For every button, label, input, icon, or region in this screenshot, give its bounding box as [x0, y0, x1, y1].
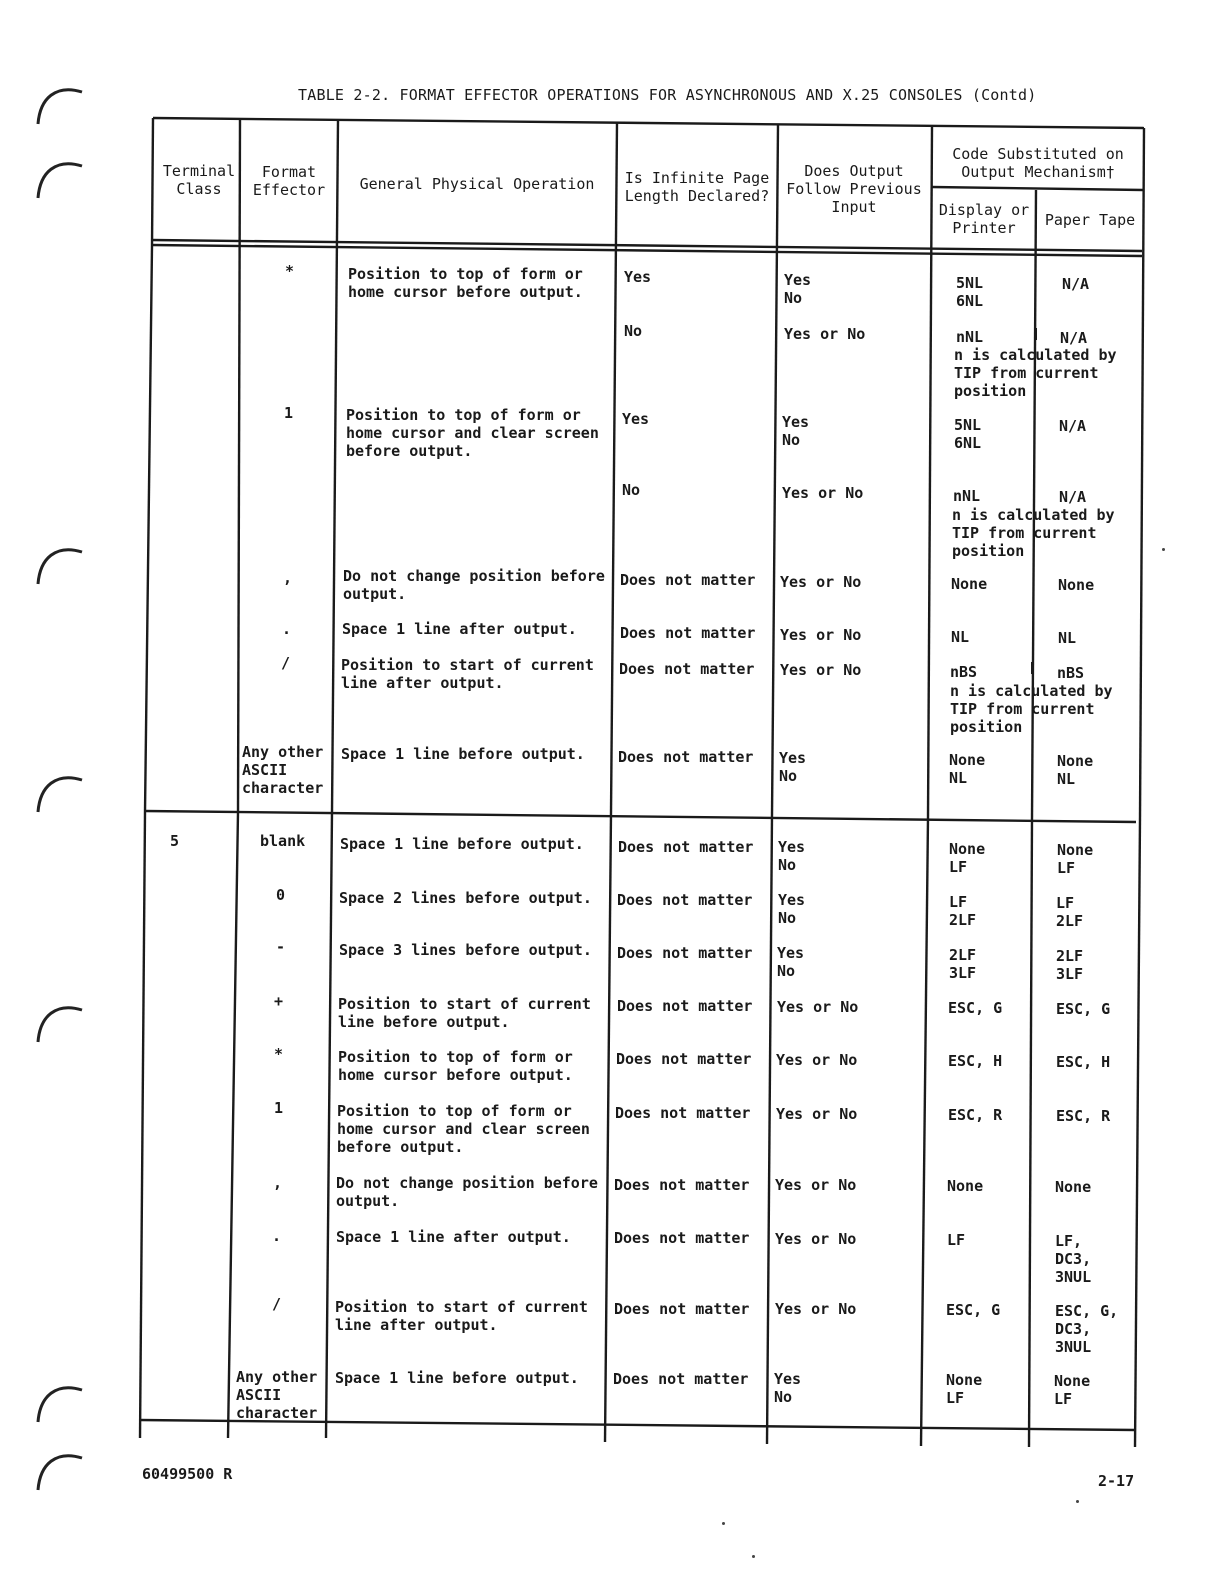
infinite-page-cell: Does not matter [617, 944, 753, 962]
terminal-class-cell: 5 [170, 832, 180, 850]
operation-cell: Space 1 line before output. [341, 745, 585, 763]
scan-speck [1162, 548, 1165, 551]
display-code-cell: None LF [946, 1371, 983, 1407]
format-effector-cell: * [274, 1045, 284, 1063]
format-effector-cell: 0 [276, 886, 286, 904]
header-display-or-printer: Display or Printer [938, 201, 1030, 237]
operation-cell: Do not change position before output. [343, 567, 605, 603]
display-code-cell: nNL [956, 328, 984, 346]
follow-input-cell: Yes No [774, 1370, 802, 1406]
operation-cell: Position to start of current line before output. [338, 995, 591, 1031]
infinite-page-cell: Does not matter [618, 838, 754, 856]
paper-tape-code-cell: None NL [1057, 752, 1094, 788]
document-number: 60499500 R [142, 1465, 233, 1483]
follow-input-cell: Yes or No [776, 1051, 858, 1069]
calculation-note: n is calculated by TIP from current position [954, 346, 1117, 400]
display-code-cell: 2LF 3LF [949, 946, 977, 982]
paper-tape-code-cell: N/A [1059, 417, 1087, 435]
paper-tape-code-cell: N/A [1060, 329, 1088, 347]
follow-input-cell: Yes or No [784, 325, 866, 343]
operation-cell: Position to start of current line after output. [341, 656, 594, 692]
scan-speck [1076, 1500, 1079, 1503]
infinite-page-cell: Does not matter [619, 660, 755, 678]
infinite-page-cell: Does not matter [614, 1229, 750, 1247]
paper-tape-code-cell: nBS [1057, 664, 1085, 682]
follow-input-cell: Yes or No [780, 626, 862, 644]
paper-tape-code-cell: None LF [1057, 841, 1094, 877]
format-effector-cell: . [272, 1227, 282, 1245]
infinite-page-cell: Does not matter [620, 624, 756, 642]
format-effector-cell: 1 [274, 1099, 284, 1117]
format-effector-cell: Any other ASCII character [242, 743, 324, 797]
paper-tape-code-cell: None [1055, 1178, 1092, 1196]
format-effector-cell: , [273, 1174, 283, 1192]
calculation-note: n is calculated by TIP from current position [952, 506, 1115, 560]
display-code-cell: 5NL 6NL [954, 416, 982, 452]
display-code-cell: None LF [949, 840, 986, 876]
display-code-cell: ESC, G [946, 1301, 1001, 1319]
display-code-cell: None [947, 1177, 984, 1195]
follow-input-cell: Yes or No [777, 998, 859, 1016]
infinite-page-cell: Does not matter [617, 891, 753, 909]
display-code-cell: LF [947, 1231, 966, 1249]
operation-cell: Position to top of form or home cursor before output. [348, 265, 583, 301]
paper-tape-code-cell: ESC, R [1056, 1107, 1111, 1125]
follow-input-cell: Yes No [777, 944, 805, 980]
operation-cell: Position to start of current line after output. [335, 1298, 588, 1334]
operation-cell: Space 1 line before output. [340, 835, 584, 853]
display-code-cell: nNL [953, 487, 981, 505]
operation-cell: Space 1 line before output. [335, 1369, 579, 1387]
paper-tape-code-cell: ESC, G [1056, 1000, 1111, 1018]
follow-input-cell: Yes or No [776, 1105, 858, 1123]
display-code-cell: None [951, 575, 988, 593]
header-general-physical-operation: General Physical Operation [359, 175, 595, 193]
page-number: 2-17 [1098, 1472, 1135, 1490]
paper-tape-code-cell: N/A [1062, 275, 1090, 293]
display-code-cell: ESC, H [948, 1052, 1003, 1070]
display-code-cell: LF 2LF [949, 893, 977, 929]
format-effector-cell: / [281, 654, 291, 672]
follow-input-cell: Yes No [782, 413, 810, 449]
paper-tape-code-cell: None [1058, 576, 1095, 594]
infinite-page-cell: Does not matter [614, 1300, 750, 1318]
operation-cell: Space 3 lines before output. [339, 941, 592, 959]
display-code-cell: None NL [949, 751, 986, 787]
display-code-cell: NL [951, 628, 970, 646]
follow-input-cell: Yes or No [775, 1230, 857, 1248]
paper-tape-code-cell: ESC, H [1056, 1053, 1111, 1071]
paper-tape-code-cell: LF 2LF [1056, 894, 1084, 930]
infinite-page-cell: Does not matter [618, 748, 754, 766]
follow-input-cell: Yes or No [780, 573, 862, 591]
operation-cell: Do not change position before output. [336, 1174, 598, 1210]
infinite-page-cell: Does not matter [620, 571, 756, 589]
follow-input-cell: Yes or No [775, 1300, 857, 1318]
scan-speck [752, 1555, 755, 1558]
follow-input-cell: Yes or No [775, 1176, 857, 1194]
operation-cell: Position to top of form or home cursor and clear screen before output. [346, 406, 599, 460]
follow-input-cell: Yes or No [782, 484, 864, 502]
header-does-output-follow: Does Output Follow Previous Input [786, 162, 922, 216]
display-code-cell: ESC, R [948, 1106, 1003, 1124]
operation-cell: Position to top of form or home cursor and clear screen before output. [337, 1102, 590, 1156]
follow-input-cell: Yes No [778, 891, 806, 927]
header-paper-tape: Paper Tape [1044, 211, 1136, 229]
table-title: TABLE 2-2. FORMAT EFFECTOR OPERATIONS FOR ASYNCHRONOUS AND X.25 CONSOLES (Contd) [298, 86, 1037, 104]
operation-cell: Position to top of form or home cursor before output. [338, 1048, 573, 1084]
follow-input-cell: Yes No [778, 838, 806, 874]
operation-cell: Space 1 line after output. [342, 620, 577, 638]
format-effector-cell: / [272, 1295, 282, 1313]
infinite-page-cell: Does not matter [615, 1104, 751, 1122]
infinite-page-cell: No [622, 481, 641, 499]
infinite-page-cell: Does not matter [613, 1370, 749, 1388]
calculation-note: n is calculated by TIP from current position [950, 682, 1113, 736]
infinite-page-cell: Yes [622, 410, 650, 428]
format-effector-cell: . [282, 620, 292, 638]
follow-input-cell: Yes or No [780, 661, 862, 679]
display-code-cell: nBS [950, 663, 978, 681]
follow-input-cell: Yes No [784, 271, 812, 307]
display-code-cell: 5NL 6NL [956, 274, 984, 310]
display-code-cell: ESC, G [948, 999, 1003, 1017]
format-effector-cell: blank [260, 832, 306, 850]
paper-tape-code-cell: None LF [1054, 1372, 1091, 1408]
format-effector-cell: Any other ASCII character [236, 1368, 318, 1422]
format-effector-cell: 1 [284, 404, 294, 422]
paper-tape-code-cell: ESC, G, DC3, 3NUL [1055, 1302, 1119, 1356]
paper-tape-code-cell: NL [1058, 629, 1077, 647]
format-effector-cell: , [283, 569, 293, 587]
operation-cell: Space 2 lines before output. [339, 889, 592, 907]
scan-speck [722, 1522, 725, 1525]
paper-tape-code-cell: 2LF 3LF [1056, 947, 1084, 983]
operation-cell: Space 1 line after output. [336, 1228, 571, 1246]
header-terminal-class: Terminal Class [162, 162, 236, 198]
format-effector-cell: * [285, 262, 295, 280]
infinite-page-cell: No [624, 322, 643, 340]
header-infinite-page: Is Infinite Page Length Declared? [624, 169, 770, 205]
infinite-page-cell: Does not matter [614, 1176, 750, 1194]
paper-tape-code-cell: LF, DC3, 3NUL [1055, 1232, 1092, 1286]
format-effector-cell: + [274, 992, 284, 1010]
follow-input-cell: Yes No [779, 749, 807, 785]
infinite-page-cell: Does not matter [616, 1050, 752, 1068]
infinite-page-cell: Yes [624, 268, 652, 286]
format-effector-cell: - [276, 938, 286, 956]
paper-tape-code-cell: N/A [1059, 488, 1087, 506]
header-format-effector: Format Effector [252, 163, 326, 199]
header-code-substituted: Code Substituted on Output Mechanism† [952, 145, 1124, 181]
infinite-page-cell: Does not matter [617, 997, 753, 1015]
